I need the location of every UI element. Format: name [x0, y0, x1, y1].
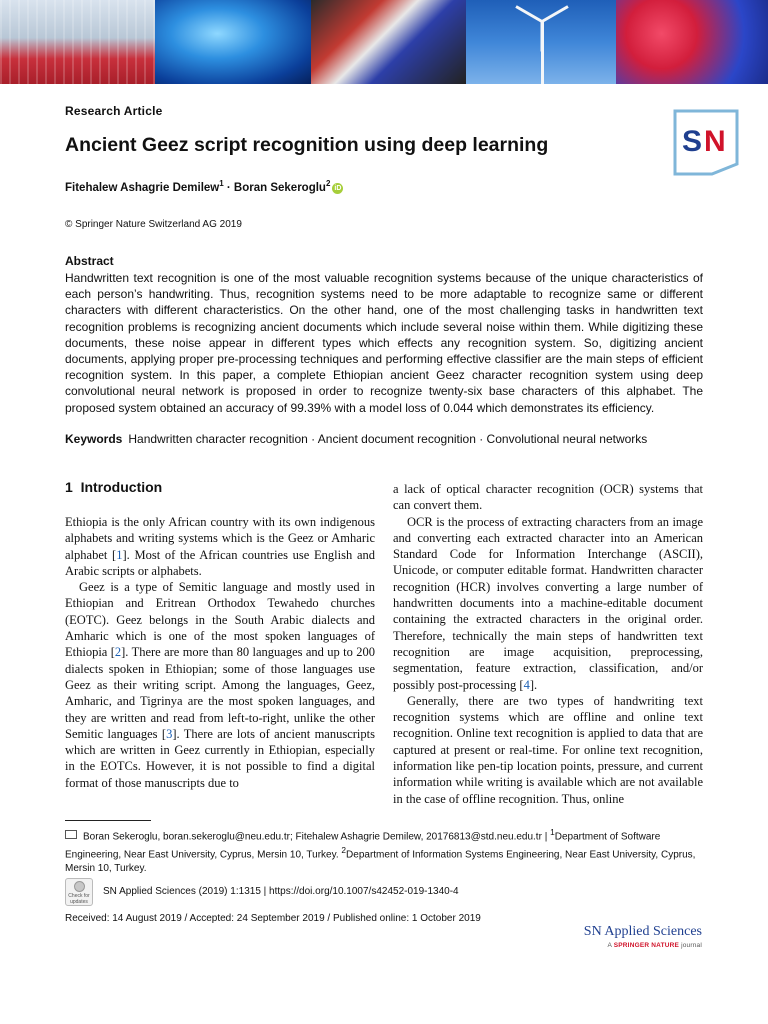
footnote: Boran Sekeroglu, boran.sekeroglu@neu.edu.tr; Fitehalew Ashagrie Demilew, 20176813@std.neu.edu.tr | $^1$Department of Software Engineering, Near East University, Cyprus, Mersin 10, Turkey. $^2$Department of Information Systems Engineering, Near East University, Cyprus, Mersin 10, Turkey.: [65, 827, 696, 874]
affiliation-marker: 1: [219, 179, 224, 188]
banner-image-plasma: [155, 0, 311, 84]
paper-title: Ancient Geez script recognition using deep learning: [65, 134, 549, 156]
citation-line[interactable]: SN Applied Sciences (2019) 1:1315 | https://doi.org/10.1007/s42452-019-1340-4: [103, 886, 459, 897]
section-title: Introduction: [80, 479, 163, 495]
section-number: 1: [65, 479, 73, 495]
author-list: [65, 179, 343, 194]
paragraph: Generally, there are two types of handwriting text recognition systems which are offline and online text recognition. Online text recognition is applied to data that are captured at present or real-time. For online text recognition, information like pen-tip location points, pressure, and current information while writing is available which are not available in the case of offline recognition. Thus, online: [393, 693, 703, 806]
footnote-divider: [65, 820, 151, 821]
citation-link[interactable]: 4: [523, 677, 530, 692]
author-name[interactable]: Fitehalew Ashagrie Demilew: [65, 181, 220, 194]
banner-image-machinery: [311, 0, 466, 84]
orcid-icon[interactable]: iD: [334, 184, 342, 192]
author-separator: ·: [223, 181, 234, 194]
paragraph: a lack of optical character recognition (OCR) systems that can convert them.: [393, 482, 703, 513]
check-for-updates-badge[interactable]: Check for updates: [65, 878, 93, 906]
header-banner: [0, 0, 768, 84]
body-column-right: [393, 481, 703, 807]
bookmark-icon: [74, 881, 85, 892]
abstract-heading: Abstract: [65, 254, 114, 268]
author-name[interactable]: Boran Sekeroglu: [233, 181, 326, 194]
svg-text:S: S: [682, 125, 703, 158]
svg-text:N: N: [704, 125, 726, 158]
abstract-text: Handwritten text recognition is one of the most valuable recognition systems because of the unique characteristics of each person’s handwriting. Thus, recognition systems need to be more adaptable to recognize same or different characters with different characteristics. On the other hand, one of the most challenging tasks in handwritten text recognition problems is recognizing ancient documents which include several noise within them. While digitizing these documents, these noise appear in different types which effects any recognition system. So, digitizing ancient documents, applying proper pre-processing techniques and performing effective classifier are the main steps of efficient recognition system. In this paper, a complete Ethiopian ancient Geez character recognition system using deep convolutional neural network is proposed in order to recognize twenty-six base characters of this alphabet. The proposed system obtained an accuracy of 99.39% with a model loss of 0.044 which demonstrates its efficiency.: [65, 271, 703, 415]
citation-link[interactable]: 1: [116, 547, 123, 562]
article-type: Research Article: [65, 104, 163, 118]
keywords-text: Handwritten character recognition · Ancient document recognition · Convolutional neural networks: [128, 432, 648, 446]
keywords: [65, 432, 647, 446]
journal-publisher: A SPRINGER NATURE journal: [607, 942, 702, 949]
paragraph: OCR is the process of extracting characters from an image and converting each extracted character into an American Standard Code for Information Interchange (ASCII), Unicode, or computer editable format. Handwritten character recognition (HCR) involves converting a large number of handwritten documents into a machine-editable document containing the extracted characters in the original order. Therefore, technically the main steps of handwritten text recognition are image acquisition, preprocessing, segmentation, feature extraction, classification, and/or possibly post-processing [4].: [393, 514, 703, 692]
citation-link[interactable]: 2: [114, 645, 122, 660]
sn-logo: [672, 108, 740, 176]
banner-image-wind-turbine: [466, 0, 616, 84]
publication-dates: Received: 14 August 2019 / Accepted: 24 September 2019 / Published online: 1 October 2019: [65, 913, 481, 924]
paragraph: Geez is a type of Semitic language and mostly used in Ethiopian and Eritrean Orthodox Tewahedo churches (EOTC). Geez belongs in the South Arabic dialects and Amharic which is one of the most spoken languages of Ethiopia [2]. There are more than 80 languages and up to 200 dialects spoken in Ethiopian; some of those languages use Geez as their writing script. Among the languages, Geez, Amharic, and Tigrinya are the most spoken languages, and they are written and read from left-to-right, unlike the other Semitic languages [3]. There are lots of ancient manuscripts which are written in Geez currently in Ethiopian, especially in the EOTCs. However, it is not possible to find a digital format of those manuscripts due to: [65, 580, 375, 790]
journal-name: SN Applied Sciences: [583, 924, 702, 939]
envelope-icon: [65, 830, 77, 839]
banner-image-molecules: [616, 0, 768, 84]
body-column-left: [65, 514, 375, 791]
keywords-label: Keywords: [65, 432, 123, 446]
copyright-notice: © Springer Nature Switzerland AG 2019: [65, 219, 242, 230]
section-heading: [65, 479, 162, 495]
affiliation-marker: 2: [325, 179, 331, 188]
citation-link[interactable]: 3: [166, 726, 173, 741]
banner-image-lab: [0, 0, 155, 84]
paragraph: Ethiopia is the only African country with its own indigenous alphabets and writing systems which is the Geez or Amharic alphabet [1]. Most of the African countries use English and Arabic scripts or alphabets.: [65, 515, 375, 578]
